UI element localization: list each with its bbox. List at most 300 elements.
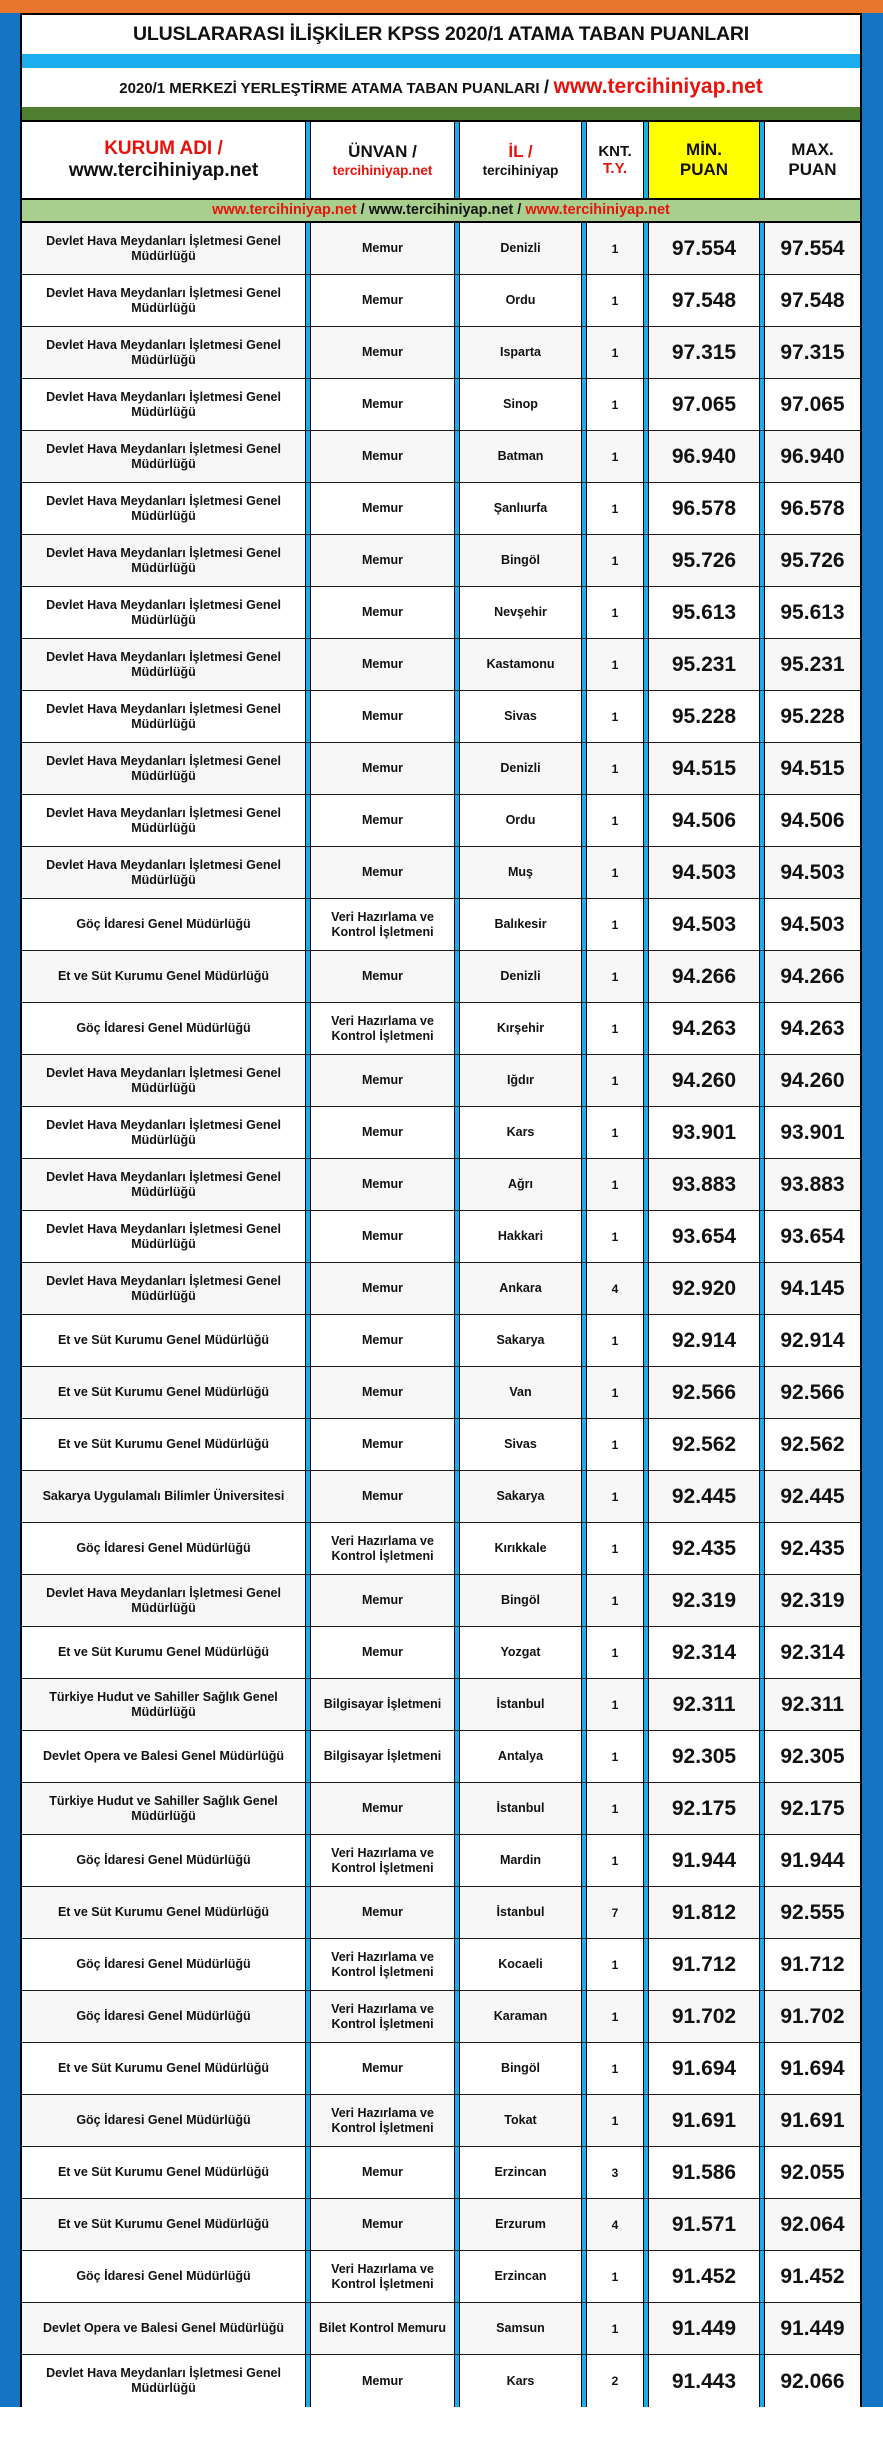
column-header-max-line1: MAX. — [791, 140, 834, 160]
cell-min-puan: 95.613 — [671, 601, 737, 625]
cell-max-puan: 92.566 — [780, 1381, 845, 1405]
cell-max-puan: 94.145 — [780, 1277, 845, 1301]
cell-knt: 1 — [611, 501, 619, 516]
cell-knt: 1 — [611, 761, 619, 776]
cell-max-puan: 91.944 — [780, 1849, 845, 1873]
cell-knt: 1 — [611, 1437, 619, 1452]
cell-unvan: Veri Hazırlama ve Kontrol İşletmeni — [331, 2001, 434, 2031]
cell-unvan: Memur — [362, 1073, 403, 1088]
cell-kurum: Devlet Hava Meydanları İşletmesi Genel Müdürlüğü — [46, 1117, 281, 1147]
cell-min-puan: 91.702 — [671, 2005, 737, 2029]
column-header-min-line2: PUAN — [679, 160, 729, 180]
cell-unvan: Memur — [362, 2165, 403, 2180]
cell-unvan: Memur — [362, 1333, 403, 1348]
cell-unvan: Veri Hazırlama ve Kontrol İşletmeni — [331, 1845, 434, 1875]
cell-max-puan: 94.266 — [780, 965, 845, 989]
cell-min-puan: 92.175 — [671, 1797, 737, 1821]
cell-knt: 1 — [611, 917, 619, 932]
table-row[interactable] — [22, 1211, 860, 1263]
cell-knt: 1 — [611, 1073, 619, 1088]
column-header-min-line1: MİN. — [686, 140, 722, 160]
cell-max-puan: 92.175 — [780, 1797, 845, 1821]
watermark-url-strip — [20, 198, 862, 223]
table-row[interactable] — [22, 1263, 860, 1315]
subtitle-box — [20, 68, 862, 107]
cell-max-puan: 97.315 — [780, 341, 845, 365]
subtitle-site-link[interactable]: www.tercihiniyap.net — [553, 75, 763, 99]
cell-max-puan: 94.263 — [780, 1017, 845, 1041]
cell-max-puan: 92.914 — [780, 1329, 845, 1353]
cell-il: Ağrı — [508, 1177, 533, 1192]
column-header-max-line2: PUAN — [788, 160, 837, 180]
scores-table — [20, 223, 862, 2407]
cell-kurum: Devlet Hava Meydanları İşletmesi Genel Müdürlüğü — [46, 857, 281, 887]
table-row[interactable] — [22, 2251, 860, 2303]
table-row[interactable] — [22, 587, 860, 639]
cell-unvan: Veri Hazırlama ve Kontrol İşletmeni — [331, 909, 434, 939]
cell-unvan: Memur — [362, 501, 403, 516]
cell-il: Erzurum — [495, 2217, 546, 2232]
cell-kurum: Devlet Hava Meydanları İşletmesi Genel Müdürlüğü — [46, 1585, 281, 1615]
table-row[interactable] — [22, 1471, 860, 1523]
cell-knt: 1 — [611, 2009, 619, 2024]
cell-il: Samsun — [496, 2321, 545, 2336]
cell-il: Sivas — [504, 709, 537, 724]
table-row[interactable] — [22, 1939, 860, 1991]
cell-max-puan: 91.702 — [780, 2005, 845, 2029]
cell-kurum: Et ve Süt Kurumu Genel Müdürlüğü — [57, 1645, 270, 1660]
cell-min-puan: 91.694 — [671, 2057, 737, 2081]
table-row[interactable] — [22, 327, 860, 379]
column-header-kurum-line2: www.tercihiniyap.net — [68, 160, 259, 182]
table-row[interactable] — [22, 1783, 860, 1835]
cell-min-puan: 92.314 — [671, 1641, 737, 1665]
cell-kurum: Et ve Süt Kurumu Genel Müdürlüğü — [57, 2217, 270, 2232]
cell-kurum: Devlet Hava Meydanları İşletmesi Genel Müdürlüğü — [46, 441, 281, 471]
cell-kurum: Et ve Süt Kurumu Genel Müdürlüğü — [57, 2061, 270, 2076]
table-row[interactable] — [22, 795, 860, 847]
cell-min-puan: 94.266 — [671, 965, 737, 989]
cell-unvan: Memur — [362, 865, 403, 880]
cell-kurum: Devlet Hava Meydanları İşletmesi Genel Müdürlüğü — [46, 337, 281, 367]
table-row[interactable] — [22, 1055, 860, 1107]
cell-il: İstanbul — [496, 1801, 545, 1816]
cell-knt: 1 — [611, 1125, 619, 1140]
cell-il: Erzincan — [494, 2269, 547, 2284]
cell-il: Yozgat — [500, 1645, 541, 1660]
cell-kurum: Göç İdaresi Genel Müdürlüğü — [76, 1021, 251, 1036]
cell-unvan: Veri Hazırlama ve Kontrol İşletmeni — [331, 1949, 434, 1979]
cell-max-puan: 93.901 — [780, 1121, 845, 1145]
cell-knt: 1 — [611, 709, 619, 724]
cell-max-puan: 94.503 — [780, 913, 845, 937]
cell-kurum: Devlet Hava Meydanları İşletmesi Genel Müdürlüğü — [46, 1065, 281, 1095]
cell-min-puan: 95.231 — [671, 653, 737, 677]
cell-min-puan: 94.260 — [671, 1069, 737, 1093]
cell-min-puan: 92.562 — [671, 1433, 737, 1457]
table-row[interactable] — [22, 743, 860, 795]
cell-il: Van — [509, 1385, 532, 1400]
cell-knt: 1 — [611, 1385, 619, 1400]
cell-il: Kars — [506, 1125, 535, 1140]
subtitle-text: 2020/1 MERKEZİ YERLEŞTİRME ATAMA TABAN PUANLARI — [119, 80, 540, 98]
cell-unvan: Memur — [362, 969, 403, 984]
cell-unvan: Memur — [362, 397, 403, 412]
cell-max-puan: 92.562 — [780, 1433, 845, 1457]
table-row[interactable] — [22, 1887, 860, 1939]
cell-min-puan: 91.449 — [671, 2317, 737, 2341]
cell-kurum: Devlet Hava Meydanları İşletmesi Genel Müdürlüğü — [46, 1221, 281, 1251]
cyan-divider-bar — [20, 54, 862, 68]
cell-il: Tokat — [504, 2113, 537, 2128]
table-row[interactable] — [22, 1003, 860, 1055]
top-orange-strip — [0, 0, 883, 13]
cell-kurum: Göç İdaresi Genel Müdürlüğü — [76, 2269, 251, 2284]
cell-kurum: Devlet Hava Meydanları İşletmesi Genel Müdürlüğü — [46, 2366, 281, 2396]
cell-knt: 1 — [611, 1645, 619, 1660]
cell-min-puan: 92.435 — [671, 1537, 737, 1561]
cell-min-puan: 92.445 — [671, 1485, 737, 1509]
cell-max-puan: 92.055 — [780, 2161, 845, 2185]
cell-il: Denizli — [500, 969, 541, 984]
cell-min-puan: 94.263 — [671, 1017, 737, 1041]
cell-min-puan: 92.914 — [671, 1329, 737, 1353]
cell-il: Ankara — [499, 1281, 542, 1296]
cell-knt: 1 — [611, 241, 619, 256]
cell-min-puan: 91.944 — [671, 1849, 737, 1873]
table-row[interactable] — [22, 2043, 860, 2095]
cell-knt: 1 — [611, 1801, 619, 1816]
cell-unvan: Bilgisayar İşletmeni — [323, 1697, 442, 1712]
cell-knt: 7 — [611, 1905, 619, 1920]
cell-kurum: Göç İdaresi Genel Müdürlüğü — [76, 2113, 251, 2128]
table-row[interactable] — [22, 1367, 860, 1419]
cell-unvan: Memur — [362, 1437, 403, 1452]
cell-kurum: Türkiye Hudut ve Sahiller Sağlık Genel Müdürlüğü — [49, 1793, 278, 1823]
cell-min-puan: 94.506 — [671, 809, 737, 833]
cell-il: Antalya — [497, 1749, 544, 1764]
cell-max-puan: 94.506 — [780, 809, 845, 833]
cell-kurum: Et ve Süt Kurumu Genel Müdürlüğü — [57, 1437, 270, 1452]
cell-unvan: Memur — [362, 293, 403, 308]
cell-min-puan: 93.901 — [671, 1121, 737, 1145]
cell-unvan: Memur — [362, 1177, 403, 1192]
cell-il: Erzincan — [494, 2165, 547, 2180]
cell-kurum: Devlet Hava Meydanları İşletmesi Genel Müdürlüğü — [46, 389, 281, 419]
cell-kurum: Devlet Hava Meydanları İşletmesi Genel Müdürlüğü — [46, 805, 281, 835]
table-row[interactable] — [22, 847, 860, 899]
cell-knt: 1 — [611, 865, 619, 880]
cell-knt: 1 — [611, 1697, 619, 1712]
cell-knt: 1 — [611, 813, 619, 828]
cell-knt: 1 — [611, 2113, 619, 2128]
cell-min-puan: 93.654 — [671, 1225, 737, 1249]
watermark-sep-2: / — [513, 202, 526, 219]
document-frame — [0, 13, 883, 2407]
column-header-unvan-line1: ÜNVAN / — [348, 142, 417, 162]
cell-il: Sinop — [503, 397, 538, 412]
cell-min-puan: 97.554 — [671, 237, 737, 261]
table-row[interactable] — [22, 1991, 860, 2043]
cell-il: Sakarya — [496, 1489, 545, 1504]
cell-kurum: Devlet Hava Meydanları İşletmesi Genel Müdürlüğü — [46, 701, 281, 731]
cell-max-puan: 94.515 — [780, 757, 845, 781]
cell-knt: 1 — [611, 605, 619, 620]
cell-knt: 1 — [611, 1021, 619, 1036]
table-row[interactable] — [22, 223, 860, 275]
cell-knt: 1 — [611, 293, 619, 308]
cell-max-puan: 91.694 — [780, 2057, 845, 2081]
cell-il: Karaman — [493, 2009, 548, 2024]
cell-max-puan: 92.305 — [780, 1745, 845, 1769]
cell-knt: 3 — [611, 2165, 619, 2180]
cell-knt: 1 — [611, 1333, 619, 1348]
table-row[interactable] — [22, 1315, 860, 1367]
cell-kurum: Göç İdaresi Genel Müdürlüğü — [76, 2009, 251, 2024]
cell-knt: 1 — [611, 1957, 619, 1972]
cell-max-puan: 94.260 — [780, 1069, 845, 1093]
watermark-url-2[interactable]: www.tercihiniyap.net — [368, 202, 514, 219]
cell-unvan: Memur — [362, 241, 403, 256]
cell-knt: 1 — [611, 1749, 619, 1764]
cell-knt: 1 — [611, 345, 619, 360]
table-row[interactable] — [22, 2095, 860, 2147]
cell-il: Hakkari — [497, 1229, 544, 1244]
column-header-il-line2: tercihiniyap — [482, 162, 559, 178]
cell-il: İstanbul — [496, 1697, 545, 1712]
cell-unvan: Memur — [362, 2061, 403, 2076]
table-row[interactable] — [22, 1627, 860, 1679]
cell-min-puan: 96.940 — [671, 445, 737, 469]
cell-kurum: Devlet Opera ve Balesi Genel Müdürlüğü — [42, 2321, 285, 2336]
cell-max-puan: 92.435 — [780, 1537, 845, 1561]
column-header-max-puan[interactable] — [765, 122, 860, 198]
table-row[interactable] — [22, 379, 860, 431]
page-title-box — [20, 13, 862, 54]
table-row[interactable] — [22, 535, 860, 587]
cell-il: Muş — [508, 865, 533, 880]
cell-knt: 1 — [611, 2321, 619, 2336]
cell-unvan: Memur — [362, 1645, 403, 1660]
cell-knt: 1 — [611, 1541, 619, 1556]
cell-il: Nevşehir — [494, 605, 547, 620]
cell-max-puan: 92.066 — [780, 2369, 845, 2393]
cell-unvan: Memur — [362, 1593, 403, 1608]
cell-il: Iğdır — [506, 1073, 535, 1088]
cell-knt: 1 — [611, 553, 619, 568]
column-header-min-puan[interactable] — [649, 122, 759, 198]
cell-unvan: Veri Hazırlama ve Kontrol İşletmeni — [331, 1533, 434, 1563]
cell-il: İstanbul — [496, 1905, 545, 1920]
table-row[interactable] — [22, 1107, 860, 1159]
table-header-row — [20, 120, 862, 198]
column-header-il[interactable] — [460, 122, 581, 198]
cell-il: Sivas — [504, 1437, 537, 1452]
cell-knt: 1 — [611, 1177, 619, 1192]
cell-unvan: Memur — [362, 761, 403, 776]
cell-unvan: Memur — [362, 1281, 403, 1296]
subtitle-separator: / — [544, 77, 550, 98]
column-header-knt[interactable] — [587, 122, 643, 198]
cell-il: Sakarya — [496, 1333, 545, 1348]
table-row[interactable] — [22, 2199, 860, 2251]
cell-kurum: Göç İdaresi Genel Müdürlüğü — [76, 1957, 251, 1972]
cell-unvan: Memur — [362, 1905, 403, 1920]
cell-min-puan: 92.319 — [671, 1589, 737, 1613]
table-row[interactable] — [22, 1679, 860, 1731]
cell-min-puan: 91.452 — [671, 2265, 737, 2289]
cell-il: Denizli — [500, 761, 541, 776]
cell-max-puan: 92.319 — [780, 1589, 845, 1613]
table-row[interactable] — [22, 1835, 860, 1887]
cell-il: Ordu — [505, 293, 536, 308]
cell-min-puan: 91.712 — [671, 1953, 737, 1977]
table-row[interactable] — [22, 951, 860, 1003]
table-row[interactable] — [22, 1419, 860, 1471]
cell-il: Batman — [497, 449, 544, 464]
cell-kurum: Göç İdaresi Genel Müdürlüğü — [76, 917, 251, 932]
cell-kurum: Et ve Süt Kurumu Genel Müdürlüğü — [57, 969, 270, 984]
cell-kurum: Devlet Opera ve Balesi Genel Müdürlüğü — [42, 1749, 285, 1764]
cell-max-puan: 92.311 — [780, 1693, 845, 1717]
cell-il: Ordu — [505, 813, 536, 828]
cell-knt: 1 — [611, 1489, 619, 1504]
cell-max-puan: 93.883 — [780, 1173, 845, 1197]
cell-unvan: Bilgisayar İşletmeni — [323, 1749, 442, 1764]
cell-knt: 1 — [611, 657, 619, 672]
column-header-kurum[interactable] — [22, 122, 305, 198]
cell-min-puan: 96.578 — [671, 497, 737, 521]
cell-il: Kars — [506, 2373, 535, 2388]
table-row[interactable] — [22, 431, 860, 483]
table-row[interactable] — [22, 1523, 860, 1575]
table-row[interactable] — [22, 639, 860, 691]
cell-unvan: Memur — [362, 657, 403, 672]
cell-min-puan: 91.443 — [671, 2369, 737, 2393]
column-header-knt-line2: T.Y. — [602, 160, 628, 178]
cell-min-puan: 92.305 — [671, 1745, 737, 1769]
cell-min-puan: 91.691 — [671, 2109, 737, 2133]
cell-min-puan: 97.548 — [671, 289, 737, 313]
cell-unvan: Memur — [362, 1125, 403, 1140]
table-row[interactable] — [22, 691, 860, 743]
cell-min-puan: 94.503 — [671, 913, 737, 937]
cell-max-puan: 96.578 — [780, 497, 845, 521]
cell-il: Kırıkkale — [494, 1541, 547, 1556]
watermark-url-1[interactable]: www.tercihiniyap.net — [212, 202, 357, 219]
cell-min-puan: 95.228 — [671, 705, 737, 729]
cell-max-puan: 95.726 — [780, 549, 845, 573]
cell-knt: 1 — [611, 969, 619, 984]
cell-knt: 1 — [611, 1229, 619, 1244]
cell-max-puan: 97.548 — [780, 289, 845, 313]
cell-max-puan: 95.613 — [780, 601, 845, 625]
cell-knt: 1 — [611, 2269, 619, 2284]
cell-unvan: Memur — [362, 2217, 403, 2232]
cell-min-puan: 92.566 — [671, 1381, 737, 1405]
cell-unvan: Bilet Kontrol Memuru — [318, 2321, 447, 2336]
column-header-unvan[interactable] — [311, 122, 454, 198]
cell-il: Bingöl — [501, 553, 540, 568]
cell-max-puan: 95.231 — [780, 653, 845, 677]
cell-min-puan: 94.503 — [671, 861, 737, 885]
cell-min-puan: 92.920 — [671, 1277, 737, 1301]
cell-unvan: Memur — [362, 1385, 403, 1400]
cell-unvan: Memur — [362, 553, 403, 568]
cell-il: Isparta — [500, 345, 541, 360]
cell-unvan: Memur — [362, 1229, 403, 1244]
table-row[interactable] — [22, 2147, 860, 2199]
table-row[interactable] — [22, 1731, 860, 1783]
table-row[interactable] — [22, 1575, 860, 1627]
table-row[interactable] — [22, 483, 860, 535]
cell-max-puan: 91.452 — [780, 2265, 845, 2289]
column-header-il-line1: İL / — [508, 142, 533, 162]
green-divider-bar — [20, 107, 862, 120]
column-header-kurum-line1: KURUM ADI / — [104, 138, 223, 160]
cell-max-puan: 96.940 — [780, 445, 845, 469]
cell-max-puan: 93.654 — [780, 1225, 845, 1249]
cell-unvan: Veri Hazırlama ve Kontrol İşletmeni — [331, 2105, 434, 2135]
cell-max-puan: 95.228 — [780, 705, 845, 729]
cell-unvan: Memur — [362, 449, 403, 464]
cell-kurum: Devlet Hava Meydanları İşletmesi Genel Müdürlüğü — [46, 597, 281, 627]
cell-unvan: Memur — [362, 813, 403, 828]
cell-kurum: Et ve Süt Kurumu Genel Müdürlüğü — [57, 2165, 270, 2180]
cell-knt: 1 — [611, 1853, 619, 1868]
cell-knt: 2 — [611, 2374, 619, 2389]
cell-kurum: Göç İdaresi Genel Müdürlüğü — [76, 1541, 251, 1556]
cell-unvan: Memur — [362, 1489, 403, 1504]
cell-max-puan: 91.449 — [780, 2317, 845, 2341]
cell-il: Şanlıurfa — [493, 501, 548, 516]
cell-kurum: Devlet Hava Meydanları İşletmesi Genel Müdürlüğü — [46, 233, 281, 263]
table-row[interactable] — [22, 1159, 860, 1211]
cell-knt: 1 — [611, 1593, 619, 1608]
table-row[interactable] — [22, 2355, 860, 2407]
cell-kurum: Devlet Hava Meydanları İşletmesi Genel Müdürlüğü — [46, 1169, 281, 1199]
cell-min-puan: 97.065 — [671, 393, 737, 417]
cell-il: Kocaeli — [498, 1957, 543, 1972]
column-header-unvan-line2: tercihiniyap.net — [332, 162, 433, 178]
cell-kurum: Devlet Hava Meydanları İşletmesi Genel Müdürlüğü — [46, 1273, 281, 1303]
table-row[interactable] — [22, 275, 860, 327]
watermark-sep-1: / — [356, 202, 369, 219]
cell-unvan: Memur — [362, 709, 403, 724]
cell-kurum: Devlet Hava Meydanları İşletmesi Genel Müdürlüğü — [46, 753, 281, 783]
cell-knt: 1 — [611, 2061, 619, 2076]
page-title: ULUSLARARASI İLİŞKİLER KPSS 2020/1 ATAMA TABAN PUANLARI — [133, 23, 749, 45]
cell-kurum: Devlet Hava Meydanları İşletmesi Genel Müdürlüğü — [46, 545, 281, 575]
cell-min-puan: 97.315 — [671, 341, 737, 365]
frame-left-border — [0, 13, 20, 2407]
table-row[interactable] — [22, 899, 860, 951]
cell-il: Bingöl — [501, 1593, 540, 1608]
cell-max-puan: 91.691 — [780, 2109, 845, 2133]
cell-knt: 1 — [611, 397, 619, 412]
cell-unvan: Memur — [362, 345, 403, 360]
cell-kurum: Devlet Hava Meydanları İşletmesi Genel Müdürlüğü — [46, 649, 281, 679]
watermark-url-3[interactable]: www.tercihiniyap.net — [525, 202, 670, 219]
cell-max-puan: 94.503 — [780, 861, 845, 885]
cell-min-puan: 93.883 — [671, 1173, 737, 1197]
cell-kurum: Devlet Hava Meydanları İşletmesi Genel Müdürlüğü — [46, 493, 281, 523]
cell-knt: 4 — [611, 1281, 619, 1296]
cell-max-puan: 92.445 — [780, 1485, 845, 1509]
cell-knt: 4 — [611, 2217, 619, 2232]
cell-min-puan: 95.726 — [671, 549, 737, 573]
table-row[interactable] — [22, 2303, 860, 2355]
